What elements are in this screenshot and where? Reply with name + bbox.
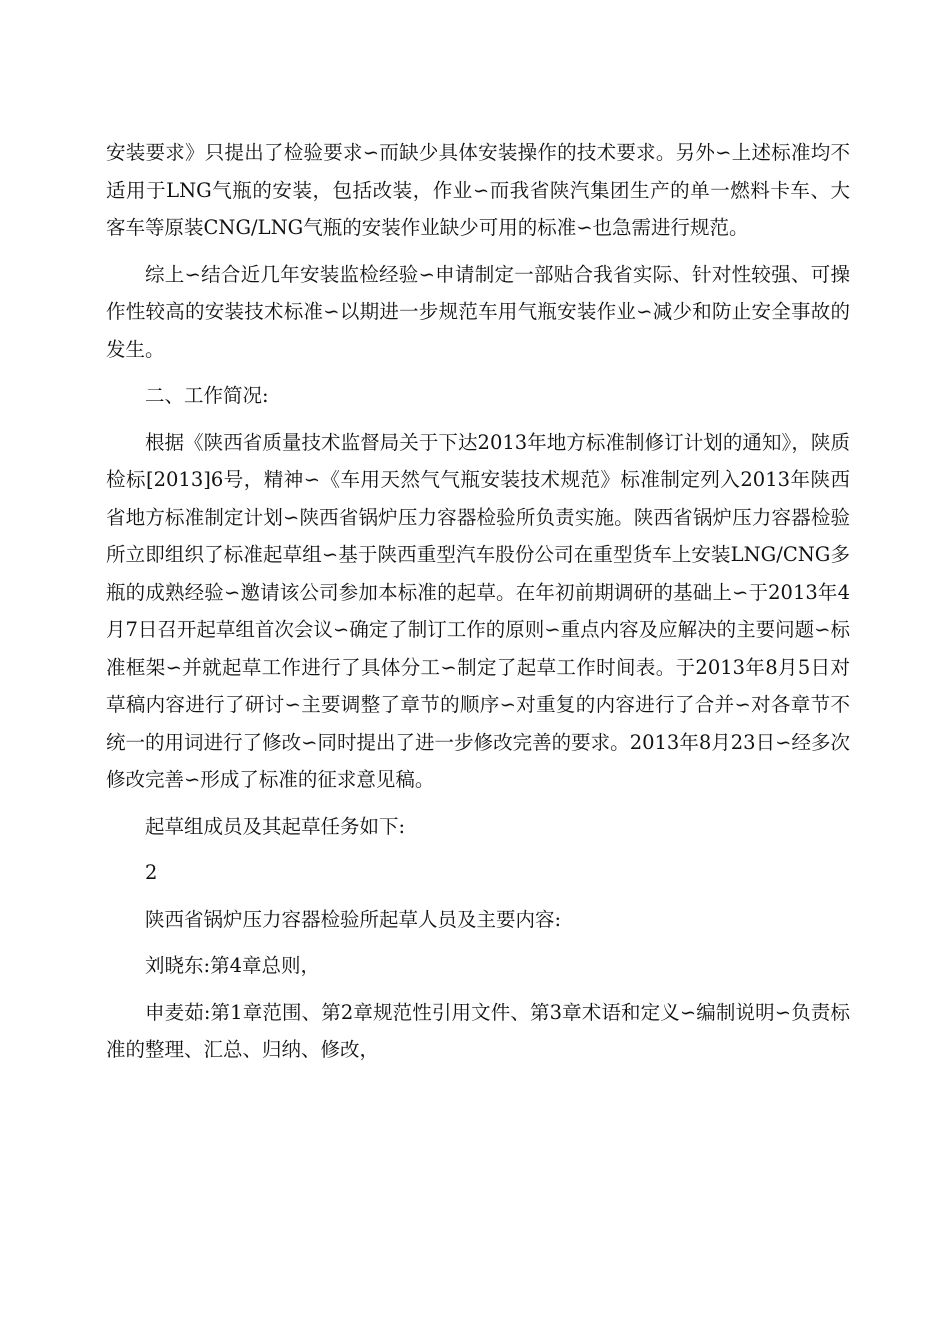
paragraph-summary: 综上∽结合近几年安装监检经验∽申请制定一部贴合我省实际、针对性较强、可操作性较高的安装技术标准∽以期进一步规范车用气瓶安装作业∽减少和防止安全事故的发生。 bbox=[106, 262, 850, 361]
paragraph-installation-requirements: 安装要求》只提出了检验要求∽而缺少具体安装操作的技术要求。另外∽上述标准均不适用于LNG气瓶的安装，包括改装，作业∽而我省陕汽集团生产的单一燃料卡车、大客车等原装CNG/LNG气瓶的安装作业缺少可用的标准∽也急需进行规范。 bbox=[106, 141, 850, 239]
paragraph-drafter-liu: 刘晓东:第4章总则， bbox=[145, 954, 320, 977]
paragraph-drafting-members-intro: 起草组成员及其起草任务如下: bbox=[145, 814, 406, 838]
page-number: 2 bbox=[145, 861, 158, 884]
document-body bbox=[106, 134, 850, 1078]
paragraph-drafter-shen: 申麦茹:第1章范围、第2章规范性引用文件、第3章术语和定义∽编制说明∽负责标准的整理、汇总、归纳、修改， bbox=[106, 1000, 850, 1061]
paragraph-institute-drafters: 陕西省锅炉压力容器检验所起草人员及主要内容: bbox=[145, 907, 562, 931]
section-heading-work-overview: 二、工作简况: bbox=[145, 384, 269, 407]
paragraph-work-overview: 根据《陕西省质量技术监督局关于下达2013年地方标准制修订计划的通知》，陕质检标[2013]6号，精神∽《车用天然气气瓶安装技术规范》标准制定列入2013年陕西省地方标准制定计划∽陕西省锅炉压力容器检验所负责实施。陕西省锅炉压力容器检验所立即组织了标准起草组∽基于陕西重型汽车股份公司在重型货车上安装LNG/CNG多瓶的成熟经验∽邀请该公司参加本标准的起草。在年初前期调研的基础上∽于2013年4月7日召开起草组首次会议∽确定了制订工作的原则∽重点内容及应解决的主要问题∽标准框架∽并就起草工作进行了具体分工∽制定了起草工作时间表。于2013年8月5日对草稿内容进行了研讨∽主要调整了章节的顺序∽对重复的内容进行了合并∽对各章节不统一的用词进行了修改∽同时提出了进一步修改完善的要求。2013年8月23日∽经多次修改完善∽形成了标准的征求意见稿。 bbox=[106, 430, 850, 791]
